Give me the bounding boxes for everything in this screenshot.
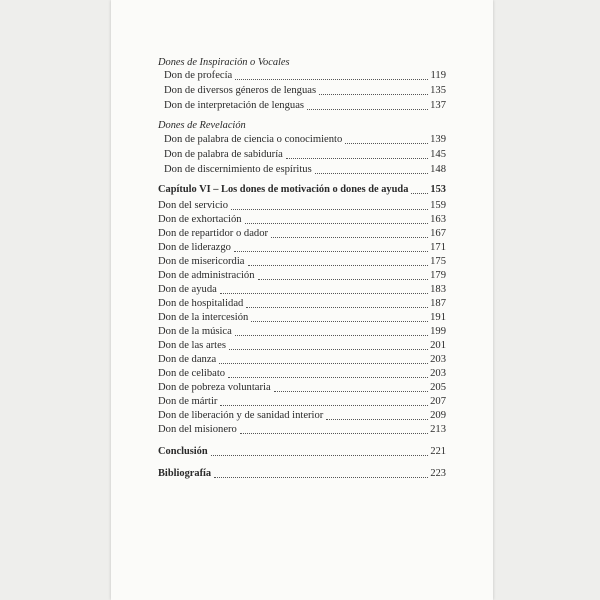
toc-entry <box>158 395 446 409</box>
leader-dots <box>411 192 428 194</box>
toc-entry-title: Don de administración <box>158 270 255 281</box>
toc-entry-title: Don de profecía <box>164 70 233 81</box>
toc-entry-title: Don de interpretación de lenguas <box>164 100 305 111</box>
leader-dots <box>234 250 428 252</box>
leader-dots <box>286 157 428 159</box>
toc-entry <box>158 227 446 241</box>
toc-entry-title: Don de hospitalidad <box>158 298 244 309</box>
leader-dots <box>214 476 428 478</box>
toc-chapter <box>158 183 446 197</box>
toc-entry <box>158 423 446 437</box>
toc-entry-title: Don de liderazgo <box>158 242 231 253</box>
toc-entry-title: Don de misericordia <box>158 256 245 267</box>
toc-entry-title: Don de la música <box>158 326 232 337</box>
leader-dots <box>245 222 428 224</box>
toc-entry <box>158 213 446 227</box>
toc-entry-title: Don de exhortación <box>158 214 242 225</box>
toc-entry <box>158 255 446 269</box>
toc-entry <box>158 409 446 423</box>
toc-conclusion-title: Conclusión <box>158 446 208 457</box>
section-heading-inspiracion: Dones de Inspiración o Vocales <box>158 57 290 68</box>
toc-entry-page: 145 <box>430 149 446 160</box>
toc-entry-page: 207 <box>430 396 446 407</box>
leader-dots <box>220 292 428 294</box>
leader-dots <box>326 418 428 420</box>
toc-conclusion-page: 221 <box>430 446 446 457</box>
toc-entry <box>164 99 446 113</box>
toc-entry <box>158 311 446 325</box>
toc-entry-page: 209 <box>430 410 446 421</box>
toc-entry <box>164 148 446 162</box>
leader-dots <box>229 348 428 350</box>
leader-dots <box>235 78 428 80</box>
toc-entry <box>158 199 446 213</box>
toc-entry <box>158 381 446 395</box>
toc-entry-page: 175 <box>430 256 446 267</box>
toc-entry-title: Don de pobreza voluntaria <box>158 382 271 393</box>
toc-entry-title: Don de palabra de sabiduría <box>164 149 283 160</box>
toc-entry-page: 201 <box>430 340 446 351</box>
leader-dots <box>231 208 428 210</box>
toc-entry <box>164 84 446 98</box>
toc-entry <box>158 241 446 255</box>
leader-dots <box>307 108 428 110</box>
leader-dots <box>235 334 428 336</box>
toc-entry-page: 179 <box>430 270 446 281</box>
leader-dots <box>345 142 428 144</box>
leader-dots <box>246 306 428 308</box>
toc-entry-page: 187 <box>430 298 446 309</box>
toc-entry-page: 135 <box>430 85 446 96</box>
toc-entry-page: 148 <box>430 164 446 175</box>
toc-entry-title: Don de liberación y de sanidad interior <box>158 410 324 421</box>
toc-entry-title: Don de ayuda <box>158 284 217 295</box>
toc-entry <box>158 283 446 297</box>
toc-entry-title: Don de danza <box>158 354 217 365</box>
toc-entry-title: Don de discernimiento de espíritus <box>164 164 312 175</box>
toc-chapter-title: Capítulo VI – Los dones de motivación o dones de ayuda <box>158 184 409 195</box>
toc-entry-page: 203 <box>430 368 446 379</box>
toc-entry-page: 171 <box>430 242 446 253</box>
toc-entry-page: 167 <box>430 228 446 239</box>
leader-dots <box>248 264 429 266</box>
toc-entry-title: Don de repartidor o dador <box>158 228 269 239</box>
toc-entry-page: 205 <box>430 382 446 393</box>
leader-dots <box>319 93 428 95</box>
toc-conclusion <box>158 445 446 459</box>
toc-entry <box>158 269 446 283</box>
toc-entry-page: 191 <box>430 312 446 323</box>
leader-dots <box>271 236 428 238</box>
toc-entry-title: Don de mártir <box>158 396 218 407</box>
leader-dots <box>274 390 428 392</box>
toc-entry-title: Don de las artes <box>158 340 226 351</box>
leader-dots <box>251 320 428 322</box>
toc-entry <box>164 69 446 83</box>
toc-entry-page: 183 <box>430 284 446 295</box>
toc-entry-page: 137 <box>430 100 446 111</box>
leader-dots <box>315 172 428 174</box>
toc-entry-page: 163 <box>430 214 446 225</box>
toc-entry-page: 199 <box>430 326 446 337</box>
toc-bibliografia <box>158 467 446 481</box>
section-heading-revelacion: Dones de Revelación <box>158 120 246 131</box>
toc-entry-page: 213 <box>430 424 446 435</box>
toc-bibliografia-page: 223 <box>430 468 446 479</box>
toc-bibliografia-title: Bibliografía <box>158 468 212 479</box>
toc-entry <box>164 133 446 147</box>
toc-entry <box>158 339 446 353</box>
toc-entry-title: Don de palabra de ciencia o conocimiento <box>164 134 343 145</box>
toc-entry <box>158 353 446 367</box>
toc-entry-title: Don de diversos géneros de lenguas <box>164 85 317 96</box>
toc-entry <box>158 297 446 311</box>
toc-entry-page: 203 <box>430 354 446 365</box>
toc-chapter-page: 153 <box>430 184 446 195</box>
toc-entry-title: Don de la intercesión <box>158 312 249 323</box>
leader-dots <box>219 362 428 364</box>
toc-entry-page: 139 <box>430 134 446 145</box>
toc-entry-page: 159 <box>430 200 446 211</box>
leader-dots <box>228 376 428 378</box>
toc-entry <box>158 325 446 339</box>
toc-entry <box>158 367 446 381</box>
toc-entry-title: Don del servicio <box>158 200 229 211</box>
leader-dots <box>258 278 429 280</box>
leader-dots <box>211 454 428 456</box>
toc-entry-title: Don de celibato <box>158 368 226 379</box>
toc-entry <box>164 163 446 177</box>
toc-entry-page: 119 <box>430 70 446 81</box>
leader-dots <box>240 432 428 434</box>
leader-dots <box>220 404 428 406</box>
toc-entry-title: Don del misionero <box>158 424 237 435</box>
